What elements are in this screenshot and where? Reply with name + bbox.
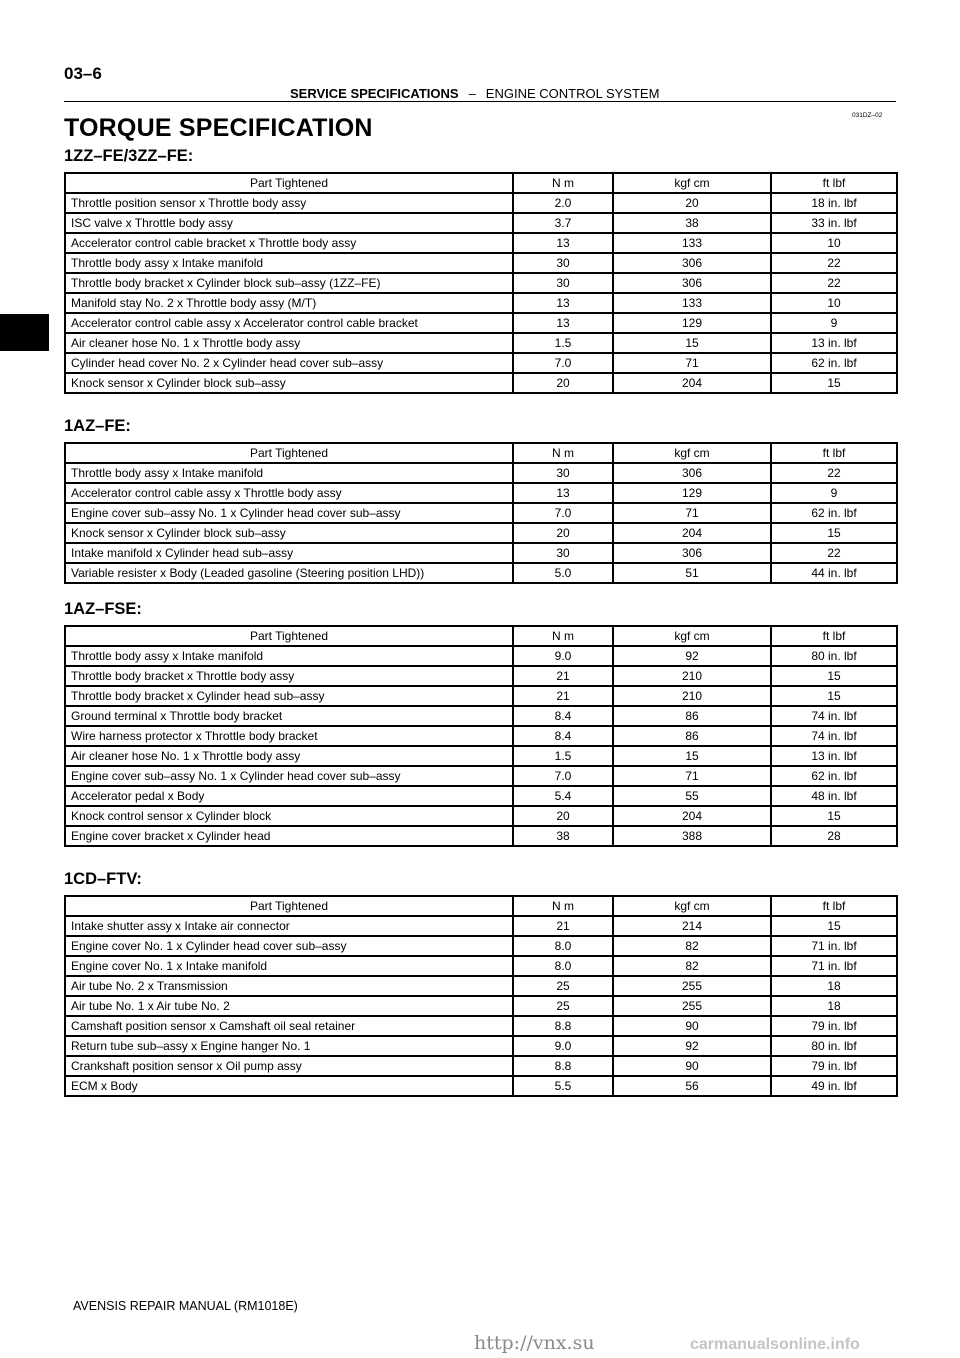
cell-nm: 20 xyxy=(513,373,613,393)
table-header-row xyxy=(65,443,897,463)
cell-part: Knock sensor x Cylinder block sub–assy xyxy=(65,523,513,543)
cell-kgfcm: 204 xyxy=(613,373,771,393)
cell-part: Air tube No. 1 x Air tube No. 2 xyxy=(65,996,513,1016)
cell-kgfcm: 86 xyxy=(613,726,771,746)
cell-nm: 20 xyxy=(513,806,613,826)
col-header-nm: N m xyxy=(513,896,613,916)
table-row xyxy=(65,936,897,956)
site-watermark: carmanualsonline.info xyxy=(690,1336,860,1353)
table-row xyxy=(65,213,897,233)
cell-kgfcm: 306 xyxy=(613,253,771,273)
cell-kgfcm: 15 xyxy=(613,333,771,353)
cell-ftlbf: 74 in. lbf xyxy=(771,706,897,726)
header-section: SERVICE SPECIFICATIONS xyxy=(290,86,459,101)
cell-nm: 25 xyxy=(513,976,613,996)
cell-ftlbf: 18 xyxy=(771,976,897,996)
cell-kgfcm: 133 xyxy=(613,293,771,313)
col-header-kgfcm: kgf cm xyxy=(613,896,771,916)
cell-ftlbf: 22 xyxy=(771,253,897,273)
cell-nm: 30 xyxy=(513,543,613,563)
cell-ftlbf: 71 in. lbf xyxy=(771,936,897,956)
cell-ftlbf: 22 xyxy=(771,463,897,483)
cell-part: Manifold stay No. 2 x Throttle body assy (M/T) xyxy=(65,293,513,313)
cell-ftlbf: 79 in. lbf xyxy=(771,1016,897,1036)
cell-ftlbf: 48 in. lbf xyxy=(771,786,897,806)
cell-nm: 5.0 xyxy=(513,563,613,583)
cell-kgfcm: 129 xyxy=(613,313,771,333)
cell-nm: 30 xyxy=(513,273,613,293)
cell-kgfcm: 55 xyxy=(613,786,771,806)
table-row xyxy=(65,373,897,393)
cell-nm: 13 xyxy=(513,313,613,333)
cell-part: Cylinder head cover No. 2 x Cylinder head cover sub–assy xyxy=(65,353,513,373)
table-row xyxy=(65,956,897,976)
cell-part: Camshaft position sensor x Camshaft oil seal retainer xyxy=(65,1016,513,1036)
cell-nm: 30 xyxy=(513,463,613,483)
cell-ftlbf: 22 xyxy=(771,273,897,293)
cell-nm: 7.0 xyxy=(513,503,613,523)
cell-nm: 1.5 xyxy=(513,746,613,766)
col-header-nm: N m xyxy=(513,626,613,646)
cell-kgfcm: 71 xyxy=(613,353,771,373)
cell-part: Return tube sub–assy x Engine hanger No. 1 xyxy=(65,1036,513,1056)
section-heading: 1AZ–FE: xyxy=(64,417,131,435)
header-subsection: ENGINE CONTROL SYSTEM xyxy=(485,86,660,101)
cell-part: Intake shutter assy x Intake air connector xyxy=(65,916,513,936)
cell-ftlbf: 15 xyxy=(771,523,897,543)
cell-ftlbf: 15 xyxy=(771,916,897,936)
cell-kgfcm: 306 xyxy=(613,273,771,293)
cell-part: Wire harness protector x Throttle body bracket xyxy=(65,726,513,746)
cell-ftlbf: 49 in. lbf xyxy=(771,1076,897,1096)
cell-kgfcm: 90 xyxy=(613,1056,771,1076)
table-row xyxy=(65,746,897,766)
cell-nm: 8.8 xyxy=(513,1056,613,1076)
cell-kgfcm: 15 xyxy=(613,746,771,766)
cell-kgfcm: 51 xyxy=(613,563,771,583)
cell-ftlbf: 13 in. lbf xyxy=(771,333,897,353)
cell-ftlbf: 74 in. lbf xyxy=(771,726,897,746)
cell-part: Variable resister x Body (Leaded gasoline (Steering position LHD)) xyxy=(65,563,513,583)
cell-nm: 7.0 xyxy=(513,353,613,373)
table-row xyxy=(65,233,897,253)
col-header-part: Part Tightened xyxy=(65,626,513,646)
table-row xyxy=(65,706,897,726)
cell-kgfcm: 71 xyxy=(613,766,771,786)
cell-ftlbf: 9 xyxy=(771,483,897,503)
cell-ftlbf: 62 in. lbf xyxy=(771,503,897,523)
cell-kgfcm: 255 xyxy=(613,996,771,1016)
cell-ftlbf: 15 xyxy=(771,666,897,686)
cell-nm: 13 xyxy=(513,293,613,313)
cell-nm: 13 xyxy=(513,483,613,503)
cell-nm: 20 xyxy=(513,523,613,543)
cell-ftlbf: 9 xyxy=(771,313,897,333)
cell-nm: 38 xyxy=(513,826,613,846)
col-header-part: Part Tightened xyxy=(65,896,513,916)
cell-part: Throttle body assy x Intake manifold xyxy=(65,463,513,483)
col-header-nm: N m xyxy=(513,443,613,463)
section-1az-fse xyxy=(64,599,896,847)
cell-part: Engine cover No. 1 x Intake manifold xyxy=(65,956,513,976)
cell-kgfcm: 388 xyxy=(613,826,771,846)
table-row xyxy=(65,543,897,563)
cell-nm: 5.5 xyxy=(513,1076,613,1096)
table-row xyxy=(65,503,897,523)
cell-nm: 8.0 xyxy=(513,956,613,976)
table-row xyxy=(65,916,897,936)
cell-part: Air tube No. 2 x Transmission xyxy=(65,976,513,996)
cell-ftlbf: 18 xyxy=(771,996,897,1016)
table-row xyxy=(65,193,897,213)
table-row xyxy=(65,1036,897,1056)
table-header-row xyxy=(65,626,897,646)
cell-kgfcm: 306 xyxy=(613,463,771,483)
cell-ftlbf: 33 in. lbf xyxy=(771,213,897,233)
table-row xyxy=(65,1056,897,1076)
cell-part: Engine cover bracket x Cylinder head xyxy=(65,826,513,846)
document-code: 031DZ–02 xyxy=(852,112,883,119)
cell-nm: 25 xyxy=(513,996,613,1016)
cell-ftlbf: 18 in. lbf xyxy=(771,193,897,213)
cell-nm: 21 xyxy=(513,686,613,706)
cell-ftlbf: 62 in. lbf xyxy=(771,766,897,786)
col-header-kgfcm: kgf cm xyxy=(613,626,771,646)
table-row xyxy=(65,463,897,483)
cell-part: Throttle position sensor x Throttle body assy xyxy=(65,193,513,213)
table-row xyxy=(65,523,897,543)
table-row xyxy=(65,646,897,666)
table-row xyxy=(65,666,897,686)
cell-ftlbf: 10 xyxy=(771,293,897,313)
cell-kgfcm: 92 xyxy=(613,646,771,666)
cell-nm: 21 xyxy=(513,666,613,686)
cell-part: Ground terminal x Throttle body bracket xyxy=(65,706,513,726)
cell-ftlbf: 80 in. lbf xyxy=(771,646,897,666)
section-1cd-ftv xyxy=(64,869,896,1097)
cell-nm: 9.0 xyxy=(513,646,613,666)
cell-part: Knock control sensor x Cylinder block xyxy=(65,806,513,826)
cell-ftlbf: 62 in. lbf xyxy=(771,353,897,373)
cell-part: Throttle body bracket x Cylinder block sub–assy (1ZZ–FE) xyxy=(65,273,513,293)
cell-ftlbf: 13 in. lbf xyxy=(771,746,897,766)
table-row xyxy=(65,806,897,826)
torque-table xyxy=(64,895,898,1097)
cell-part: Crankshaft position sensor x Oil pump assy xyxy=(65,1056,513,1076)
cell-nm: 8.0 xyxy=(513,936,613,956)
torque-table xyxy=(64,172,898,394)
cell-ftlbf: 22 xyxy=(771,543,897,563)
cell-kgfcm: 56 xyxy=(613,1076,771,1096)
cell-kgfcm: 210 xyxy=(613,686,771,706)
cell-nm: 8.8 xyxy=(513,1016,613,1036)
cell-kgfcm: 210 xyxy=(613,666,771,686)
table-row xyxy=(65,313,897,333)
cell-part: Throttle body bracket x Throttle body assy xyxy=(65,666,513,686)
col-header-ftlbf: ft lbf xyxy=(771,626,897,646)
section-1az-fe xyxy=(64,416,896,584)
col-header-ftlbf: ft lbf xyxy=(771,443,897,463)
watermark-link[interactable]: http://vnx.su xyxy=(474,1332,595,1354)
cell-kgfcm: 306 xyxy=(613,543,771,563)
cell-kgfcm: 71 xyxy=(613,503,771,523)
cell-kgfcm: 129 xyxy=(613,483,771,503)
cell-nm: 3.7 xyxy=(513,213,613,233)
cell-part: Accelerator control cable bracket x Throttle body assy xyxy=(65,233,513,253)
cell-ftlbf: 79 in. lbf xyxy=(771,1056,897,1076)
cell-part: ECM x Body xyxy=(65,1076,513,1096)
cell-part: Air cleaner hose No. 1 x Throttle body assy xyxy=(65,746,513,766)
col-header-ftlbf: ft lbf xyxy=(771,173,897,193)
cell-ftlbf: 15 xyxy=(771,686,897,706)
cell-part: Engine cover sub–assy No. 1 x Cylinder head cover sub–assy xyxy=(65,766,513,786)
section-1zz-3zz-fe xyxy=(64,146,896,394)
table-row xyxy=(65,726,897,746)
table-row xyxy=(65,786,897,806)
torque-table xyxy=(64,625,898,847)
cell-part: Throttle body bracket x Cylinder head sub–assy xyxy=(65,686,513,706)
cell-part: Accelerator control cable assy x Accelerator control cable bracket xyxy=(65,313,513,333)
cell-kgfcm: 255 xyxy=(613,976,771,996)
cell-kgfcm: 214 xyxy=(613,916,771,936)
header-separator: – xyxy=(468,86,476,101)
cell-nm: 5.4 xyxy=(513,786,613,806)
cell-kgfcm: 133 xyxy=(613,233,771,253)
cell-part: Intake manifold x Cylinder head sub–assy xyxy=(65,543,513,563)
section-heading: 1CD–FTV: xyxy=(64,870,142,888)
table-row xyxy=(65,686,897,706)
col-header-nm: N m xyxy=(513,173,613,193)
table-row xyxy=(65,766,897,786)
table-row xyxy=(65,996,897,1016)
table-row xyxy=(65,1016,897,1036)
page-title: TORQUE SPECIFICATION xyxy=(64,114,373,142)
cell-kgfcm: 204 xyxy=(613,806,771,826)
cell-kgfcm: 20 xyxy=(613,193,771,213)
cell-ftlbf: 44 in. lbf xyxy=(771,563,897,583)
cell-nm: 7.0 xyxy=(513,766,613,786)
cell-kgfcm: 82 xyxy=(613,956,771,976)
cell-kgfcm: 204 xyxy=(613,523,771,543)
col-header-ftlbf: ft lbf xyxy=(771,896,897,916)
header-rule xyxy=(64,101,896,102)
table-row xyxy=(65,273,897,293)
table-row xyxy=(65,293,897,313)
cell-ftlbf: 10 xyxy=(771,233,897,253)
cell-part: ISC valve x Throttle body assy xyxy=(65,213,513,233)
cell-nm: 8.4 xyxy=(513,726,613,746)
cell-part: Throttle body assy x Intake manifold xyxy=(65,646,513,666)
table-header-row xyxy=(65,896,897,916)
cell-part: Accelerator pedal x Body xyxy=(65,786,513,806)
cell-nm: 8.4 xyxy=(513,706,613,726)
cell-part: Engine cover sub–assy No. 1 x Cylinder head cover sub–assy xyxy=(65,503,513,523)
section-heading: 1ZZ–FE/3ZZ–FE: xyxy=(64,147,194,165)
cell-nm: 2.0 xyxy=(513,193,613,213)
cell-nm: 30 xyxy=(513,253,613,273)
col-header-kgfcm: kgf cm xyxy=(613,173,771,193)
col-header-part: Part Tightened xyxy=(65,173,513,193)
cell-ftlbf: 80 in. lbf xyxy=(771,1036,897,1056)
table-row xyxy=(65,353,897,373)
cell-part: Throttle body assy x Intake manifold xyxy=(65,253,513,273)
page-number: 03–6 xyxy=(64,64,102,83)
cell-kgfcm: 86 xyxy=(613,706,771,726)
table-row xyxy=(65,826,897,846)
cell-part: Engine cover No. 1 x Cylinder head cover sub–assy xyxy=(65,936,513,956)
cell-ftlbf: 15 xyxy=(771,373,897,393)
torque-table xyxy=(64,442,898,584)
col-header-part: Part Tightened xyxy=(65,443,513,463)
cell-part: Accelerator control cable assy x Throttle body assy xyxy=(65,483,513,503)
cell-nm: 9.0 xyxy=(513,1036,613,1056)
table-row xyxy=(65,1076,897,1096)
cell-nm: 21 xyxy=(513,916,613,936)
cell-kgfcm: 38 xyxy=(613,213,771,233)
section-heading: 1AZ–FSE: xyxy=(64,600,142,618)
table-row xyxy=(65,563,897,583)
table-row xyxy=(65,976,897,996)
cell-nm: 1.5 xyxy=(513,333,613,353)
table-row xyxy=(65,333,897,353)
table-row xyxy=(65,483,897,503)
col-header-kgfcm: kgf cm xyxy=(613,443,771,463)
table-row xyxy=(65,253,897,273)
cell-ftlbf: 15 xyxy=(771,806,897,826)
cell-nm: 13 xyxy=(513,233,613,253)
cell-part: Knock sensor x Cylinder block sub–assy xyxy=(65,373,513,393)
running-header xyxy=(290,86,659,101)
cell-part: Air cleaner hose No. 1 x Throttle body assy xyxy=(65,333,513,353)
cell-kgfcm: 90 xyxy=(613,1016,771,1036)
cell-ftlbf: 71 in. lbf xyxy=(771,956,897,976)
manual-footer: AVENSIS REPAIR MANUAL (RM1018E) xyxy=(73,1299,298,1313)
cell-kgfcm: 92 xyxy=(613,1036,771,1056)
chapter-tab-marker xyxy=(0,314,49,351)
table-header-row xyxy=(65,173,897,193)
cell-kgfcm: 82 xyxy=(613,936,771,956)
cell-ftlbf: 28 xyxy=(771,826,897,846)
